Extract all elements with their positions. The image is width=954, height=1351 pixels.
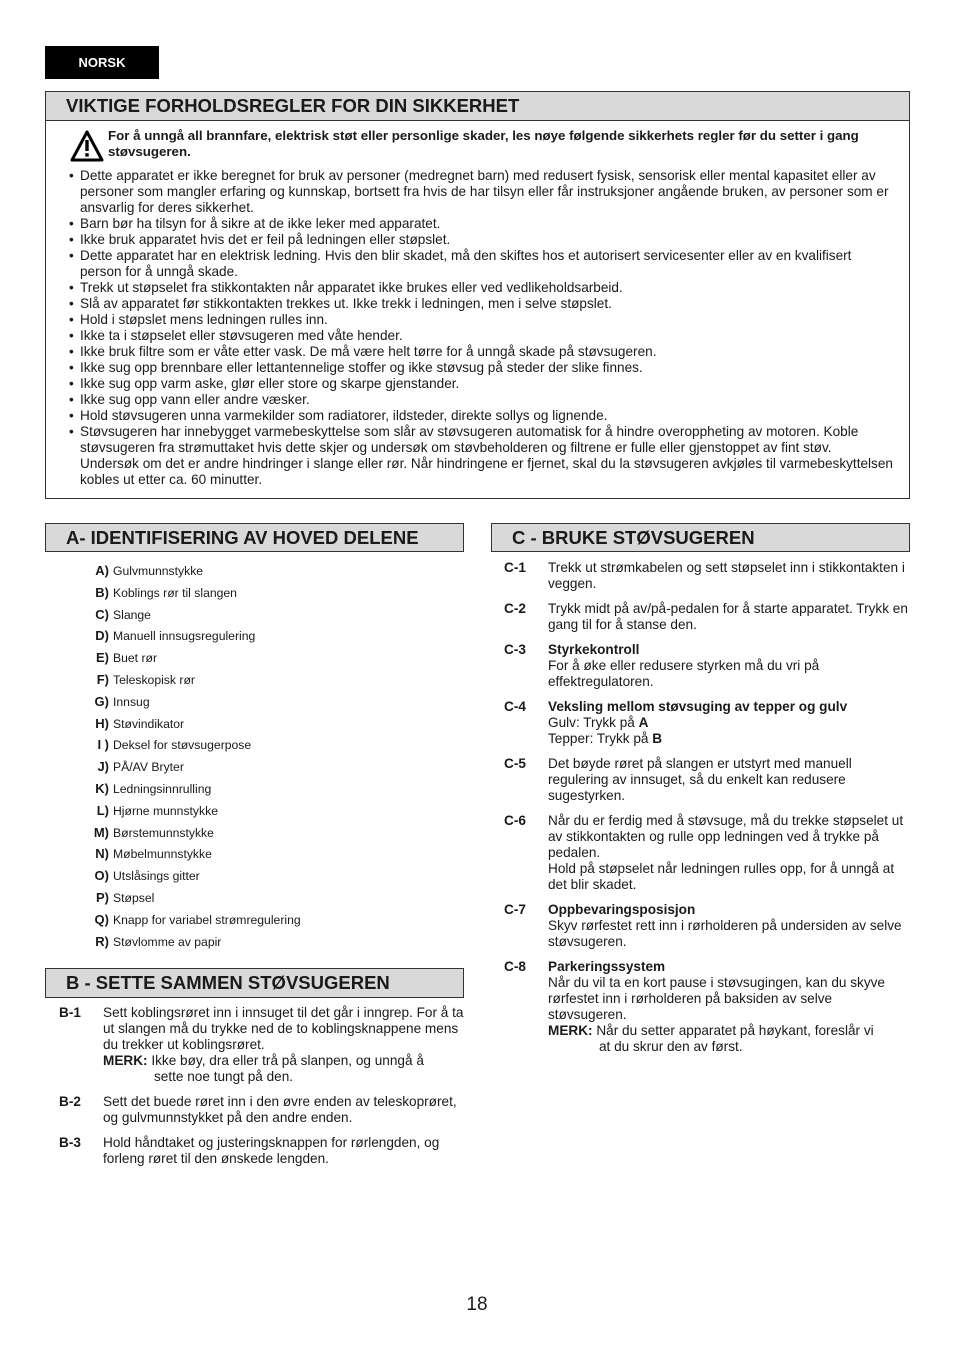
part-item <box>60 934 440 956</box>
step-item <box>504 560 912 592</box>
step-code: B-3 <box>59 1135 81 1150</box>
step-text: Skyv rørfestet rett inn i rørholderen på undersiden av selve støvsugeren. <box>548 918 902 949</box>
step-body <box>548 902 912 950</box>
step-item <box>504 902 912 950</box>
part-item <box>60 585 440 607</box>
step-text: Trykk midt på av/på-pedalen for å starte apparatet. Trykk en gang til for å stanse den. <box>548 601 908 632</box>
safety-bullet: • Ikke bruk filtre som er våte etter vask. De må være helt tørre for å unngå skade på støvsugeren. <box>68 344 893 360</box>
part-name: Innsug <box>113 694 150 709</box>
part-letter: K) <box>95 780 109 796</box>
note-continuation: sette noe tungt på den. <box>154 1069 294 1084</box>
part-item <box>60 607 440 629</box>
language-tab: NORSK <box>45 46 159 79</box>
step-note <box>548 1023 912 1039</box>
safety-bullet: • Støvsugeren har innebygget varmebeskyttelse som slår av støvsugeren automatisk for å hindre overoppheting av motoren. Koble støvsugeren fra strømuttaket hvis dette skjer og undersøk om støvbeholderen og filtrene er fulle eller gjenstoppet av fint støv. Undersøk om det er andre hindringer i slange eller rør. Når hindringene er fjernet, skal du la støvsugeren avkjøles til varmebeskyttelsen kobles ut etter ca. 60 minutter. <box>68 424 893 488</box>
step-code: B-2 <box>59 1094 81 1109</box>
part-name: PÅ/AV Bryter <box>113 760 184 775</box>
section-b-steps <box>59 1005 464 1167</box>
safety-bullet: • Trekk ut støpselet fra stikkontakten når apparatet ikke brukes eller ved vedlikeholdsarbeid. <box>68 280 893 296</box>
safety-bullet: • Ikke ta i støpselet eller støvsugeren med våte hender. <box>68 328 893 344</box>
step-text: Trekk ut strømkabelen og sett støpselet inn i stikkontakten i veggen. <box>548 560 905 591</box>
part-item <box>60 694 440 716</box>
section-c-title: C - BRUKE STØVSUGEREN <box>491 523 910 552</box>
part-letter: A) <box>95 563 109 578</box>
step-body <box>548 699 912 747</box>
part-item <box>60 912 440 934</box>
note-text: Når du setter apparatet på høykant, foreslår vi <box>596 1023 874 1038</box>
part-letter: I ) <box>97 737 109 753</box>
note-label: MERK: <box>548 1023 593 1038</box>
step-heading: Veksling mellom støvsuging av tepper og gulv <box>548 699 848 714</box>
step-text: For å øke eller redusere styrken må du vri på effektregulatoren. <box>548 658 820 689</box>
note-continuation: at du skrur den av først. <box>599 1039 743 1054</box>
part-item <box>60 650 440 672</box>
warning-text: For å unngå all brannfare, elektrisk støt eller personlige skader, les nøye følgende sikkerhets regler før du setter i gang støvsugeren. <box>108 128 859 159</box>
step-item <box>59 1094 464 1126</box>
step-code: C-5 <box>504 756 526 771</box>
step-code: C-6 <box>504 813 526 828</box>
part-letter: O) <box>94 868 109 884</box>
part-letter: G) <box>94 693 109 709</box>
part-item <box>60 759 440 781</box>
step-text: Sett det buede røret inn i den øvre enden av teleskoprøret, og gulvmunnstykket på den andre enden. <box>103 1094 457 1125</box>
step-code: C-4 <box>504 699 526 714</box>
step-text: Sett koblingsrøret inn i innsuget til det går i inngrep. For å ta ut slangen må du trykke ned de to koblingsknappene mens du trekker ut koblingsrøret. <box>103 1005 464 1052</box>
part-item <box>60 716 440 738</box>
part-name: Ledningsinnrulling <box>113 781 212 796</box>
step-item <box>504 642 912 690</box>
part-item <box>60 825 440 847</box>
part-name: Børstemunnstykke <box>113 825 214 840</box>
part-name: Møbelmunnstykke <box>113 847 212 862</box>
safety-list <box>68 168 893 488</box>
step-body <box>548 959 912 1055</box>
step-item <box>504 813 912 893</box>
safety-section <box>45 91 910 499</box>
part-name: Støpsel <box>113 890 155 905</box>
part-name: Knapp for variabel strømregulering <box>113 912 301 927</box>
part-item <box>60 803 440 825</box>
setting-label: Tepper: Trykk på <box>548 731 649 746</box>
part-letter: E) <box>96 650 109 666</box>
part-item <box>60 628 440 650</box>
step-text: Det bøyde røret på slangen er utstyrt med manuell regulering av innsuget, så du enkelt kan redusere sugestyrken. <box>548 756 852 803</box>
section-c-steps <box>504 560 912 1055</box>
part-letter: B) <box>95 584 109 600</box>
note-text: Ikke bøy, dra eller trå på slanpen, og unngå å <box>151 1053 424 1068</box>
step-text: Når du er ferdig med å støvsuge, må du trekke støpselet ut av stikkontakten og rulle opp ledningen ved å trykke på pedalen. <box>548 813 904 860</box>
floor-setting <box>548 715 912 731</box>
part-name: Gulvmunnstykke <box>113 564 204 578</box>
step-item <box>504 601 912 633</box>
part-name: Deksel for støvsugerpose <box>113 738 252 753</box>
step-code: C-3 <box>504 642 526 657</box>
part-name: Manuell innsugsregulering <box>113 629 256 644</box>
part-item <box>60 846 440 868</box>
part-letter: F) <box>96 671 109 687</box>
step-code: C-1 <box>504 560 526 575</box>
warning-triangle-icon <box>70 130 104 162</box>
part-item <box>60 868 440 890</box>
step-heading: Styrkekontroll <box>548 642 640 657</box>
section-a-title: A- IDENTIFISERING AV HOVED DELENE <box>45 523 464 552</box>
part-letter: J) <box>97 759 109 775</box>
part-letter: D) <box>95 628 109 644</box>
part-name: Slange <box>113 607 151 622</box>
part-item <box>60 737 440 759</box>
parts-list <box>60 563 440 955</box>
step-note <box>103 1053 464 1069</box>
part-name: Teleskopisk rør <box>113 672 195 687</box>
step-code: C-2 <box>504 601 526 616</box>
note-label: MERK: <box>103 1053 148 1068</box>
part-item <box>60 563 440 585</box>
part-name: Hjørne munnstykke <box>113 803 218 818</box>
step-code: C-8 <box>504 959 526 974</box>
setting-key: B <box>652 731 663 746</box>
safety-bullet: • Dette apparatet har en elektrisk ledning. Hvis den blir skadet, må den skiftes hos et autorisert servicesenter eller av en kvalifisert person for å unngå skade. <box>68 248 893 280</box>
safety-bullet: • Ikke sug opp varm aske, glør eller store og skarpe gjenstander. <box>68 376 893 392</box>
safety-bullet: • Hold støvsugeren unna varmekilder som radiatorer, ildsteder, direkte sollys og lignende. <box>68 408 893 424</box>
safety-bullet: • Slå av apparatet før stikkontakten trekkes ut. Ikke trekk i ledningen, men i selve støpslet. <box>68 296 893 312</box>
safety-bullet: • Dette apparatet er ikke beregnet for bruk av personer (medregnet barn) med redusert fysisk, sensorisk eller mental kapasitet eller av personer som mangler erfaring og kunnskap, bortsett fra hvis de har tilsyn eller får instruksjoner angående bruken, av personer som er ansvarlig for deres sikkerhet. <box>68 168 893 216</box>
part-item <box>60 890 440 912</box>
step-body <box>548 642 912 690</box>
setting-label: Gulv: Trykk på <box>548 715 635 730</box>
step-body <box>548 813 912 893</box>
part-name: Buet rør <box>113 651 158 666</box>
safety-bullet: • Barn bør ha tilsyn for å sikre at de ikke leker med apparatet. <box>68 216 893 232</box>
safety-bullet: • Ikke sug opp brennbare eller lettantennelige stoffer og ikke støvsug på steder der slike finnes. <box>68 360 893 376</box>
safety-bullet: • Hold i støpslet mens ledningen rulles inn. <box>68 312 893 328</box>
step-item <box>504 959 912 1055</box>
step-item <box>59 1135 464 1167</box>
part-name: Støvlomme av papir <box>113 934 222 949</box>
part-letter: R) <box>95 933 109 949</box>
page-number: 18 <box>466 1294 488 1315</box>
step-heading: Oppbevaringsposisjon <box>548 902 696 917</box>
step-item <box>59 1005 464 1085</box>
section-b-title: B - SETTE SAMMEN STØVSUGEREN <box>45 968 464 998</box>
step-text-extra: Hold på støpselet når ledningen rulles opp, for å unngå at det blir skadet. <box>548 861 895 892</box>
setting-key: A <box>638 715 649 730</box>
step-text: Hold håndtaket og justeringsknappen for rørlengden, og forleng røret til den ønskede lengden. <box>103 1135 440 1166</box>
step-item <box>504 756 912 804</box>
part-name: Utslåsings gitter <box>113 869 200 884</box>
step-text: Når du vil ta en kort pause i støvsugingen, kan du skyve rørfestet inn i rørholderen på baksiden av selve støvsugeren. <box>548 975 885 1022</box>
part-letter: P) <box>96 889 109 905</box>
part-letter: C) <box>95 606 109 622</box>
step-code: B-1 <box>59 1005 81 1020</box>
part-letter: N) <box>95 846 109 862</box>
part-name: Støvindikator <box>113 716 185 731</box>
carpet-setting <box>548 731 912 747</box>
part-item <box>60 781 440 803</box>
part-letter: M) <box>93 824 109 840</box>
step-item <box>504 699 912 747</box>
part-item <box>60 672 440 694</box>
safety-title: VIKTIGE FORHOLDSREGLER FOR DIN SIKKERHET <box>45 91 910 121</box>
step-code: C-7 <box>504 902 526 917</box>
step-heading: Parkeringssystem <box>548 959 666 974</box>
step-body <box>103 1005 464 1085</box>
part-letter: Q) <box>94 911 109 927</box>
safety-bullet: • Ikke bruk apparatet hvis det er feil på ledningen eller støpslet. <box>68 232 893 248</box>
part-letter: L) <box>96 802 109 818</box>
part-name: Koblings rør til slangen <box>113 585 237 600</box>
part-letter: H) <box>95 715 109 731</box>
safety-bullet: • Ikke sug opp vann eller andre væsker. <box>68 392 893 408</box>
